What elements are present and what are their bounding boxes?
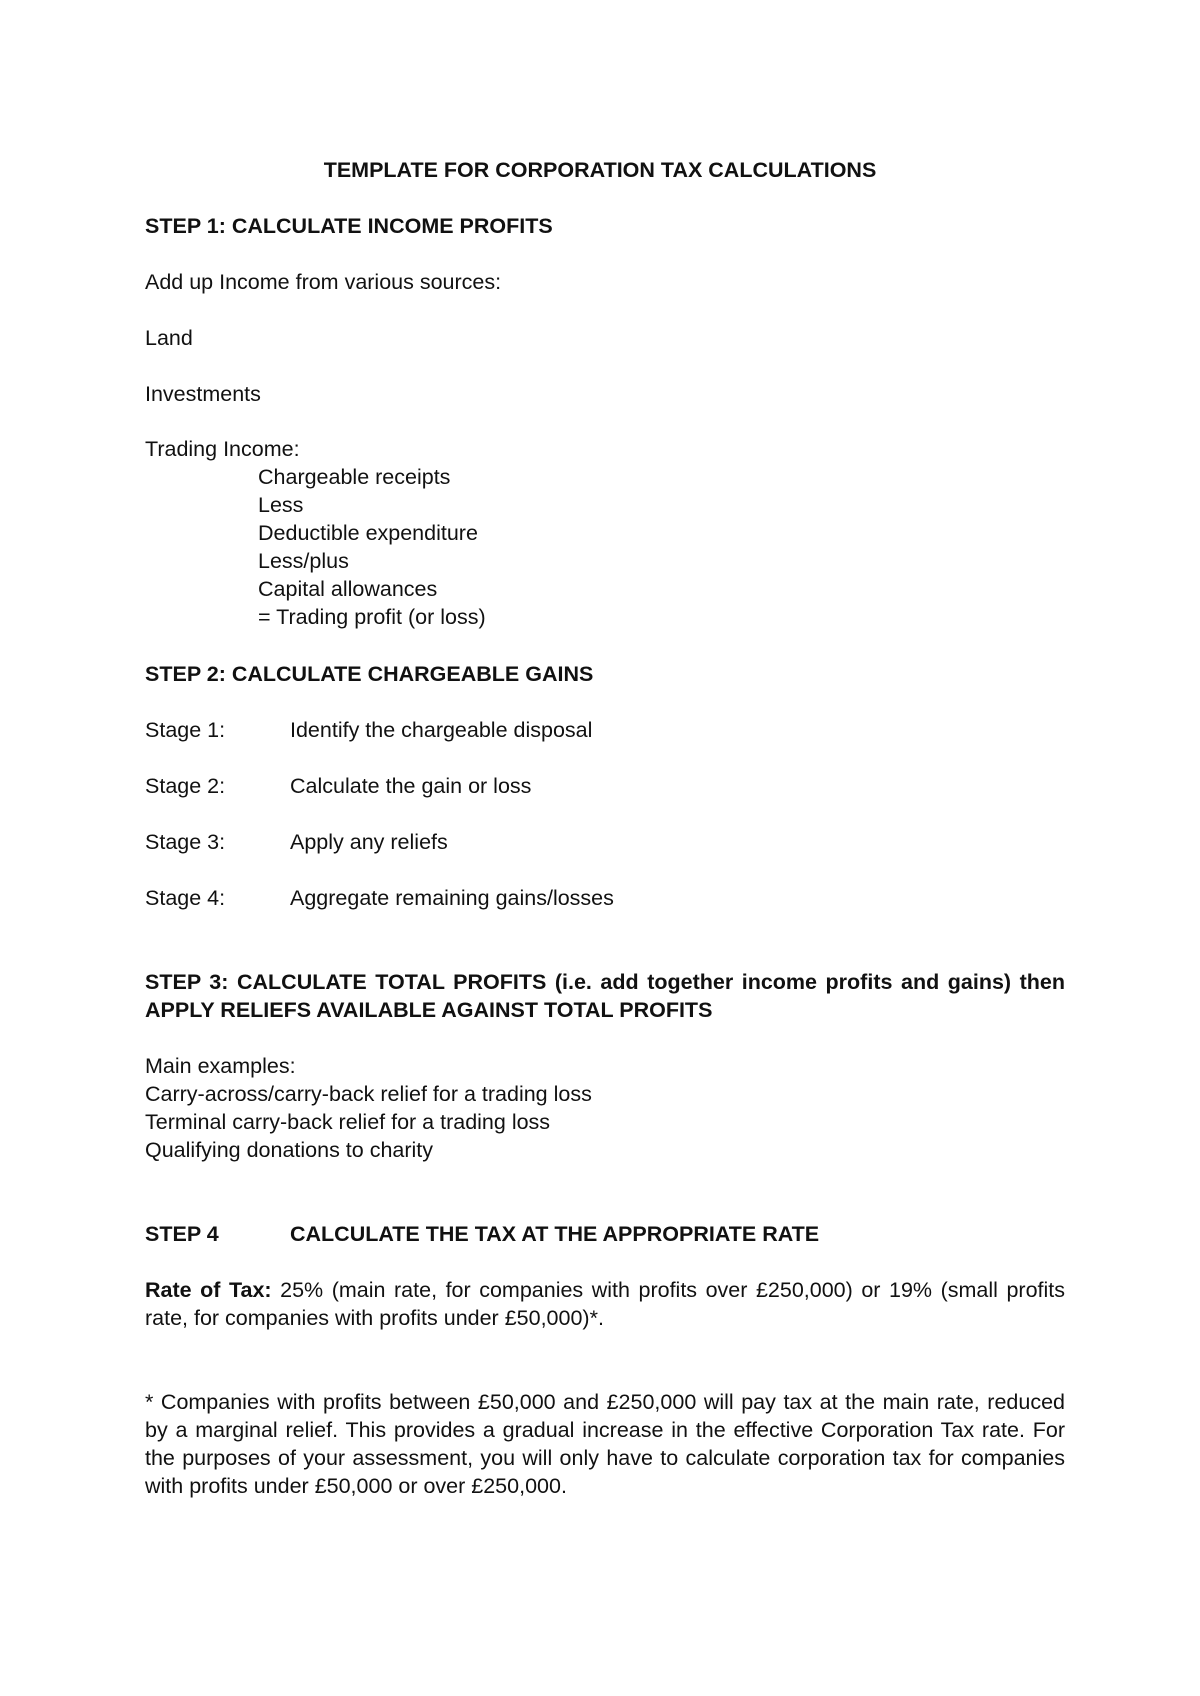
trading-line: Capital allowances — [258, 577, 438, 601]
stage-text: Calculate the gain or loss — [290, 774, 532, 798]
stage-label: Stage 4: — [145, 886, 226, 910]
income-source-investments: Investments — [145, 382, 261, 406]
step1-intro: Add up Income from various sources: — [145, 270, 502, 294]
example-item: Terminal carry-back relief for a trading loss — [145, 1110, 551, 1134]
step3-heading: STEP 3: CALCULATE TOTAL PROFITS (i.e. add together income profits and gains) then APPLY RELIEFS AVAILABLE AGAINST TOTAL PROFITS — [145, 970, 1065, 1022]
stage-text: Apply any reliefs — [290, 830, 448, 854]
stage-label: Stage 1: — [145, 718, 226, 742]
trading-line: Chargeable receipts — [258, 465, 451, 489]
trading-line: = Trading profit (or loss) — [258, 605, 486, 629]
rate-of-tax-text: 25% (main rate, for companies with profits over £250,000) or 19% (small profits rate, for companies with profits under £50,000)*. — [145, 1278, 1065, 1330]
step1-heading: STEP 1: CALCULATE INCOME PROFITS — [145, 214, 553, 238]
step2-heading: STEP 2: CALCULATE CHARGEABLE GAINS — [145, 662, 594, 686]
trading-income-label: Trading Income: — [145, 437, 300, 461]
examples-label: Main examples: — [145, 1054, 296, 1078]
rate-of-tax-label: Rate of Tax: — [145, 1278, 272, 1302]
trading-line: Deductible expenditure — [258, 521, 478, 545]
stage-label: Stage 2: — [145, 774, 226, 798]
step4-heading-label: STEP 4 — [145, 1222, 219, 1246]
stage-text: Identify the chargeable disposal — [290, 718, 593, 742]
stage-label: Stage 3: — [145, 830, 226, 854]
footnote-paragraph: * Companies with profits between £50,000 and £250,000 will pay tax at the main rate, reduced by a marginal relief. This provides a gradual increase in the effective Corporation Tax rate. For the purposes of your assessment, you will only have to calculate corporation tax for companies with profits under £50,000 or over £250,000. — [145, 1390, 1065, 1498]
trading-line: Less/plus — [258, 549, 349, 573]
example-item: Carry-across/carry-back relief for a trading loss — [145, 1082, 592, 1106]
trading-line: Less — [258, 493, 304, 517]
rate-of-tax-paragraph — [145, 1276, 1065, 1332]
stage-text: Aggregate remaining gains/losses — [290, 886, 614, 910]
income-source-land: Land — [145, 326, 193, 350]
example-item: Qualifying donations to charity — [145, 1138, 434, 1162]
document-title: TEMPLATE FOR CORPORATION TAX CALCULATIONS — [323, 158, 877, 182]
step4-heading-text: CALCULATE THE TAX AT THE APPROPRIATE RATE — [290, 1222, 820, 1246]
